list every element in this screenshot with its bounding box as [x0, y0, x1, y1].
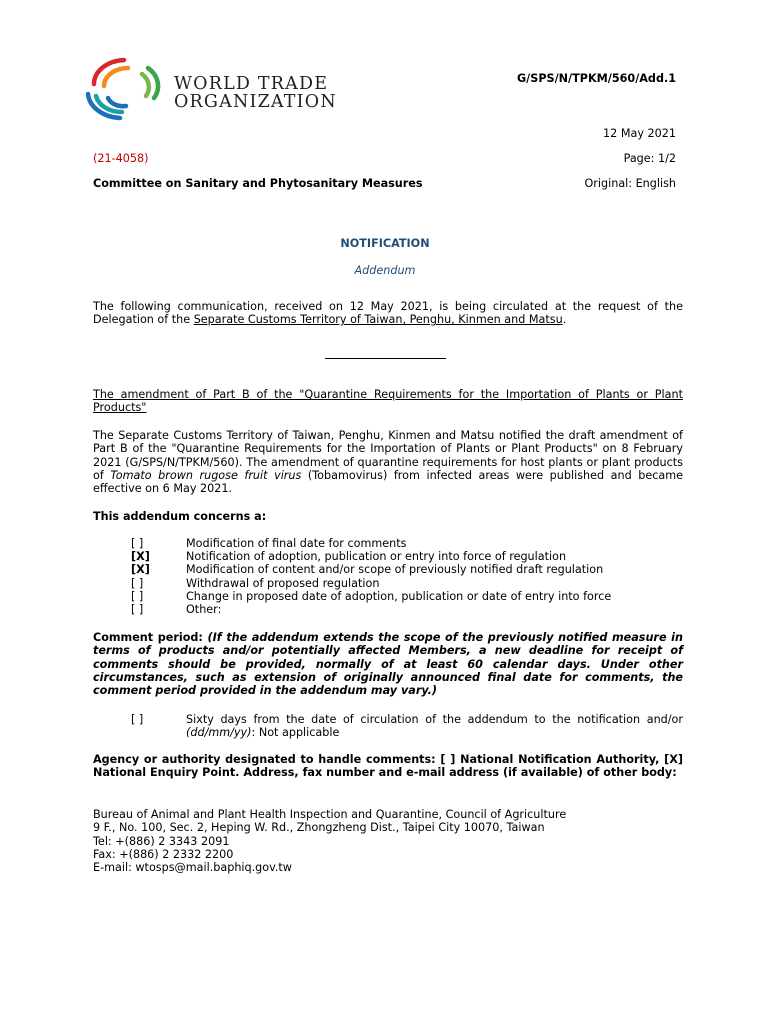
comment-option-date-format: (dd/mm/yy)	[186, 726, 252, 740]
checkbox-text: [ ]	[131, 537, 144, 550]
concern-label: Modification of final date for comments	[186, 537, 407, 550]
member-name: Separate Customs Territory of Taiwan, Penghu, Kinmen and Matsu	[193, 313, 563, 327]
concern-label: Change in proposed date of adoption, publication or date of entry into force	[186, 590, 612, 603]
concern-label: Withdrawal of proposed regulation	[186, 577, 380, 590]
amendment-body-part1: The Separate Customs Territory of Taiwan, Penghu, Kinmen and Matsu notified the draft amendment of Part B of the "Quarantine Requirements for the Importation of Plants or Plant Products" on 8 February 2021 (G/SPS/N/TPKM/560). The amendment of quarantine requirements for host plants or plant products of	[93, 429, 683, 482]
checkbox-text: [ ]	[131, 590, 144, 603]
org-name-line2: ORGANIZATION	[174, 92, 337, 112]
comment-period-label: Comment period:	[93, 631, 208, 644]
intro-paragraph	[93, 300, 683, 327]
concern-label: Other:	[186, 603, 222, 616]
checkbox-text: [X]	[131, 550, 150, 563]
comment-period-paragraph	[93, 631, 683, 697]
comment-period-text: (If the addendum extends the scope of the previously notified measure in terms of products and/or potentially affected Members, a new deadline for receipt of comments should be provided, normally of at least 60 calendar days. Under other circumstances, such as extension of originally announced final date for comments, the comment period provided in the addendum may vary.)	[93, 631, 683, 698]
checkbox-text: [ ]	[131, 577, 144, 590]
address-line1: Bureau of Animal and Plant Health Inspection and Quarantine, Council of Agriculture	[93, 808, 567, 821]
org-name-line1: WORLD TRADE	[174, 74, 329, 94]
intro-text-after: .	[562, 313, 567, 327]
addendum-subheading: Addendum	[354, 264, 416, 277]
checkbox-text: [X]	[131, 563, 150, 576]
concerns-heading: This addendum concerns a:	[93, 510, 267, 523]
amendment-body	[93, 429, 683, 495]
reference-number: (21-4058)	[93, 152, 149, 165]
comment-option-tail: : Not applicable	[251, 726, 340, 740]
document-date: 12 May 2021	[603, 127, 676, 140]
separator-line	[325, 358, 446, 359]
address-fax: Fax: +(886) 2 2332 2200	[93, 847, 234, 861]
comment-option-text	[186, 713, 683, 740]
comment-option-checkbox: [ ]	[131, 713, 144, 726]
wto-logo-icon	[84, 54, 164, 126]
checkbox-text: [ ]	[131, 603, 144, 616]
document-symbol: G/SPS/N/TPKM/560/Add.1	[517, 72, 676, 85]
original-language: Original: English	[584, 177, 676, 190]
concern-label: Notification of adoption, publication or entry into force of regulation	[186, 550, 567, 563]
address-tel: Tel: +(886) 2 3343 2091	[93, 834, 230, 848]
amendment-title: The amendment of Part B of the "Quarantine Requirements for the Importation of Plants or Plant Products"	[93, 388, 683, 415]
committee-name: Committee on Sanitary and Phytosanitary Measures	[93, 177, 423, 190]
concern-label: Modification of content and/or scope of previously notified draft regulation	[186, 563, 604, 576]
amendment-body-pest: Tomato brown rugose fruit virus	[110, 468, 302, 482]
notification-heading: NOTIFICATION	[340, 237, 430, 250]
intro-text-before: The following communication, received on 12 May 2021, is being circulated at the request of the Delegation of the	[93, 300, 683, 327]
amendment-body-part2: (Tobamovirus) from infected areas were published and became effective on 6 May 2021.	[93, 468, 684, 496]
address-email: E-mail: wtosps@mail.baphiq.gov.tw	[93, 861, 292, 875]
address-line2: 9 F., No. 100, Sec. 2, Heping W. Rd., Zhongzheng Dist., Taipei City 10070, Taiwan	[93, 821, 545, 835]
address-block	[93, 808, 566, 874]
page-number: Page: 1/2	[623, 152, 676, 165]
comment-option-main: Sixty days from the date of circulation of the addendum to the notification and/or	[186, 713, 683, 726]
agency-paragraph: Agency or authority designated to handle comments: [ ] National Notification Authority, [X] National Enquiry Point. Address, fax number and e-mail address (if available) of other body:	[93, 753, 683, 780]
